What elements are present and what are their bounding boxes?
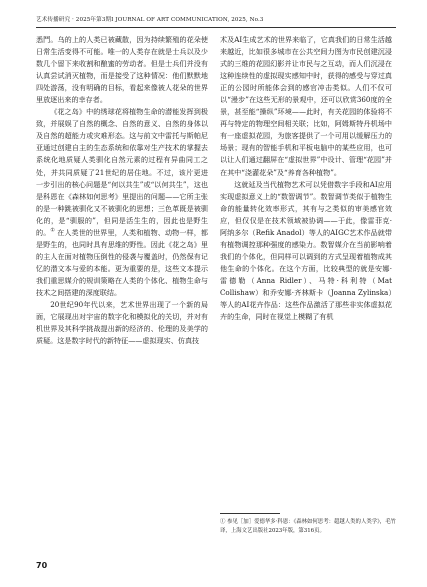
footnote-mark: ① (220, 519, 226, 525)
left-paragraph-1: 悉鬥。乌的上的人类已被藏散，因为持续繁殖的花朵使日常生活变得不可能。唯一的人类存在就是士兵以及少数几个留下来收割和酿蜜的劳动者。但是士兵们并没有认真尝试消灭植物，而是接受了这种情况：他们默默地四处游荡，没有明确的目标，看起来像被人花朵的世界里放逐出来的幸存者。 (36, 35, 208, 105)
header-rule (36, 27, 396, 28)
right-paragraph-1: 术及AI生成艺术的世界来临了，它真我们的日常生活越来越近，比如很多城市在公共空间力图为市民创建沉浸式的三维的花园幻影并让市民与之互动，而人们沉浸在这种连续性的虚拟现实感知中时，获得的感受与穿过真正的公园时所能体会到的感官冲击类似。人们不仅可以“漫步”在这些无形的景观中，还可以欣赏360度的全景，甚至能“操纵”环境——此时，有关花园的体验将不再与特定的物理空间相关联；比如，阿姆斯特丹机场中有一座虚拟花园，为旅客提供了一个可用以缓解压力的场景；现有的智能手机和平板电脑中的某些应用，也可以让人们通过翻屏在“虚拟世界”中设计、管理“花园”并在其中“浇灌花朵”及“养育各种植物”。 (220, 35, 392, 177)
right-paragraph-2: 这就延及当代植物艺术可以凭借数字手段和AI应用实现虚拟意义上的“数智调节”。数智调节类似于植物生命的能量转化效率形式，其有与之类似的审美感官效应，但仅仅是在技术领域被协调——于此，像雷菲克·阿纳多尔（Refik Anadol）等人的AIGC艺术作品就带有植物调控那种强度的感染力。数智媒介在当前影响着我们的个体化，但同样可以调到的方式呈现着植物成其他生命的个体化。在这个方面，比较典型的就是安娜·雷德勒（Anna Ridler）、马特·科利特（Mat Collishaw）和乔安娜·齐林斯卡（Joanna Zylinska）等人的AI花卉作品：这些作品激活了那些非实体虚拟花卉的生命，同时在视觉上模糊了有机 (220, 179, 392, 322)
right-column (220, 34, 392, 323)
footnote-reference[interactable]: ① (50, 228, 55, 234)
footnote (220, 518, 396, 536)
page-number: 70 (36, 561, 48, 570)
footnote-rule (220, 513, 280, 514)
left-column (36, 34, 208, 347)
running-header: 艺术传播研究 · 2025年第3期Ⅰ JOURNAL OF ART COMMUNICATION, 2025, No.3 (36, 17, 264, 23)
left-paragraph-2-text-b: 在人类世的世界里，人类和植物、动物一样，都是野生的，也同时具有思维的野性。因此《花之岛》里的主人在面对植物压倒性的侵袭与覆盖时，仍然保有记忆的潜文本与爱的本能。更为重要的是，这些文本提示我们重思媒介的规训策略在人类的个体化、植物生命与技术之间搭建的深度联结。 (36, 227, 209, 297)
left-paragraph-2-text-a: 《花之岛》中的绣球花将植物生命的潜能发挥到极致，并展娱了自然的概念、自然的意义、自然的身体以及自然的超能力或灾难形态。这与前文中雷托与斯帕尼亚通过创建自主的生态系统和依靠对生产技术的掌握去系统化地质疑人类驯化自然元素的过程有异曲同工之处，并共同质疑了21世纪的居住地。不过，该片更进一步引出的核心问题是“何以共生”或“以何共生”，这也是科恩在《森林如何思考》里提出的问题——它所主张的是一种跳被驯化又不被驯化的思想；三色革既是被驯化的，是“驯服的”，但同是活生生的，因此也是野生的。 (36, 107, 208, 237)
left-paragraph-3: 20世纪90年代以来，艺术世界出现了一个新的局面，它展现出对宇宙的数字化和模拟化的关切，并对有机世界及其科学挑战提出新的经济的、伦理的及美学的质疑。这是数字时代的新特征——虚拟现实、仿真技 (36, 300, 208, 346)
left-paragraph-2 (36, 106, 208, 299)
footnote-text: 参见［加］爱德华多·科恩：《森林如何思考：超越人类的人类学》，毛竹译，上海文艺出版社2023年版，第316页。 (220, 519, 396, 535)
